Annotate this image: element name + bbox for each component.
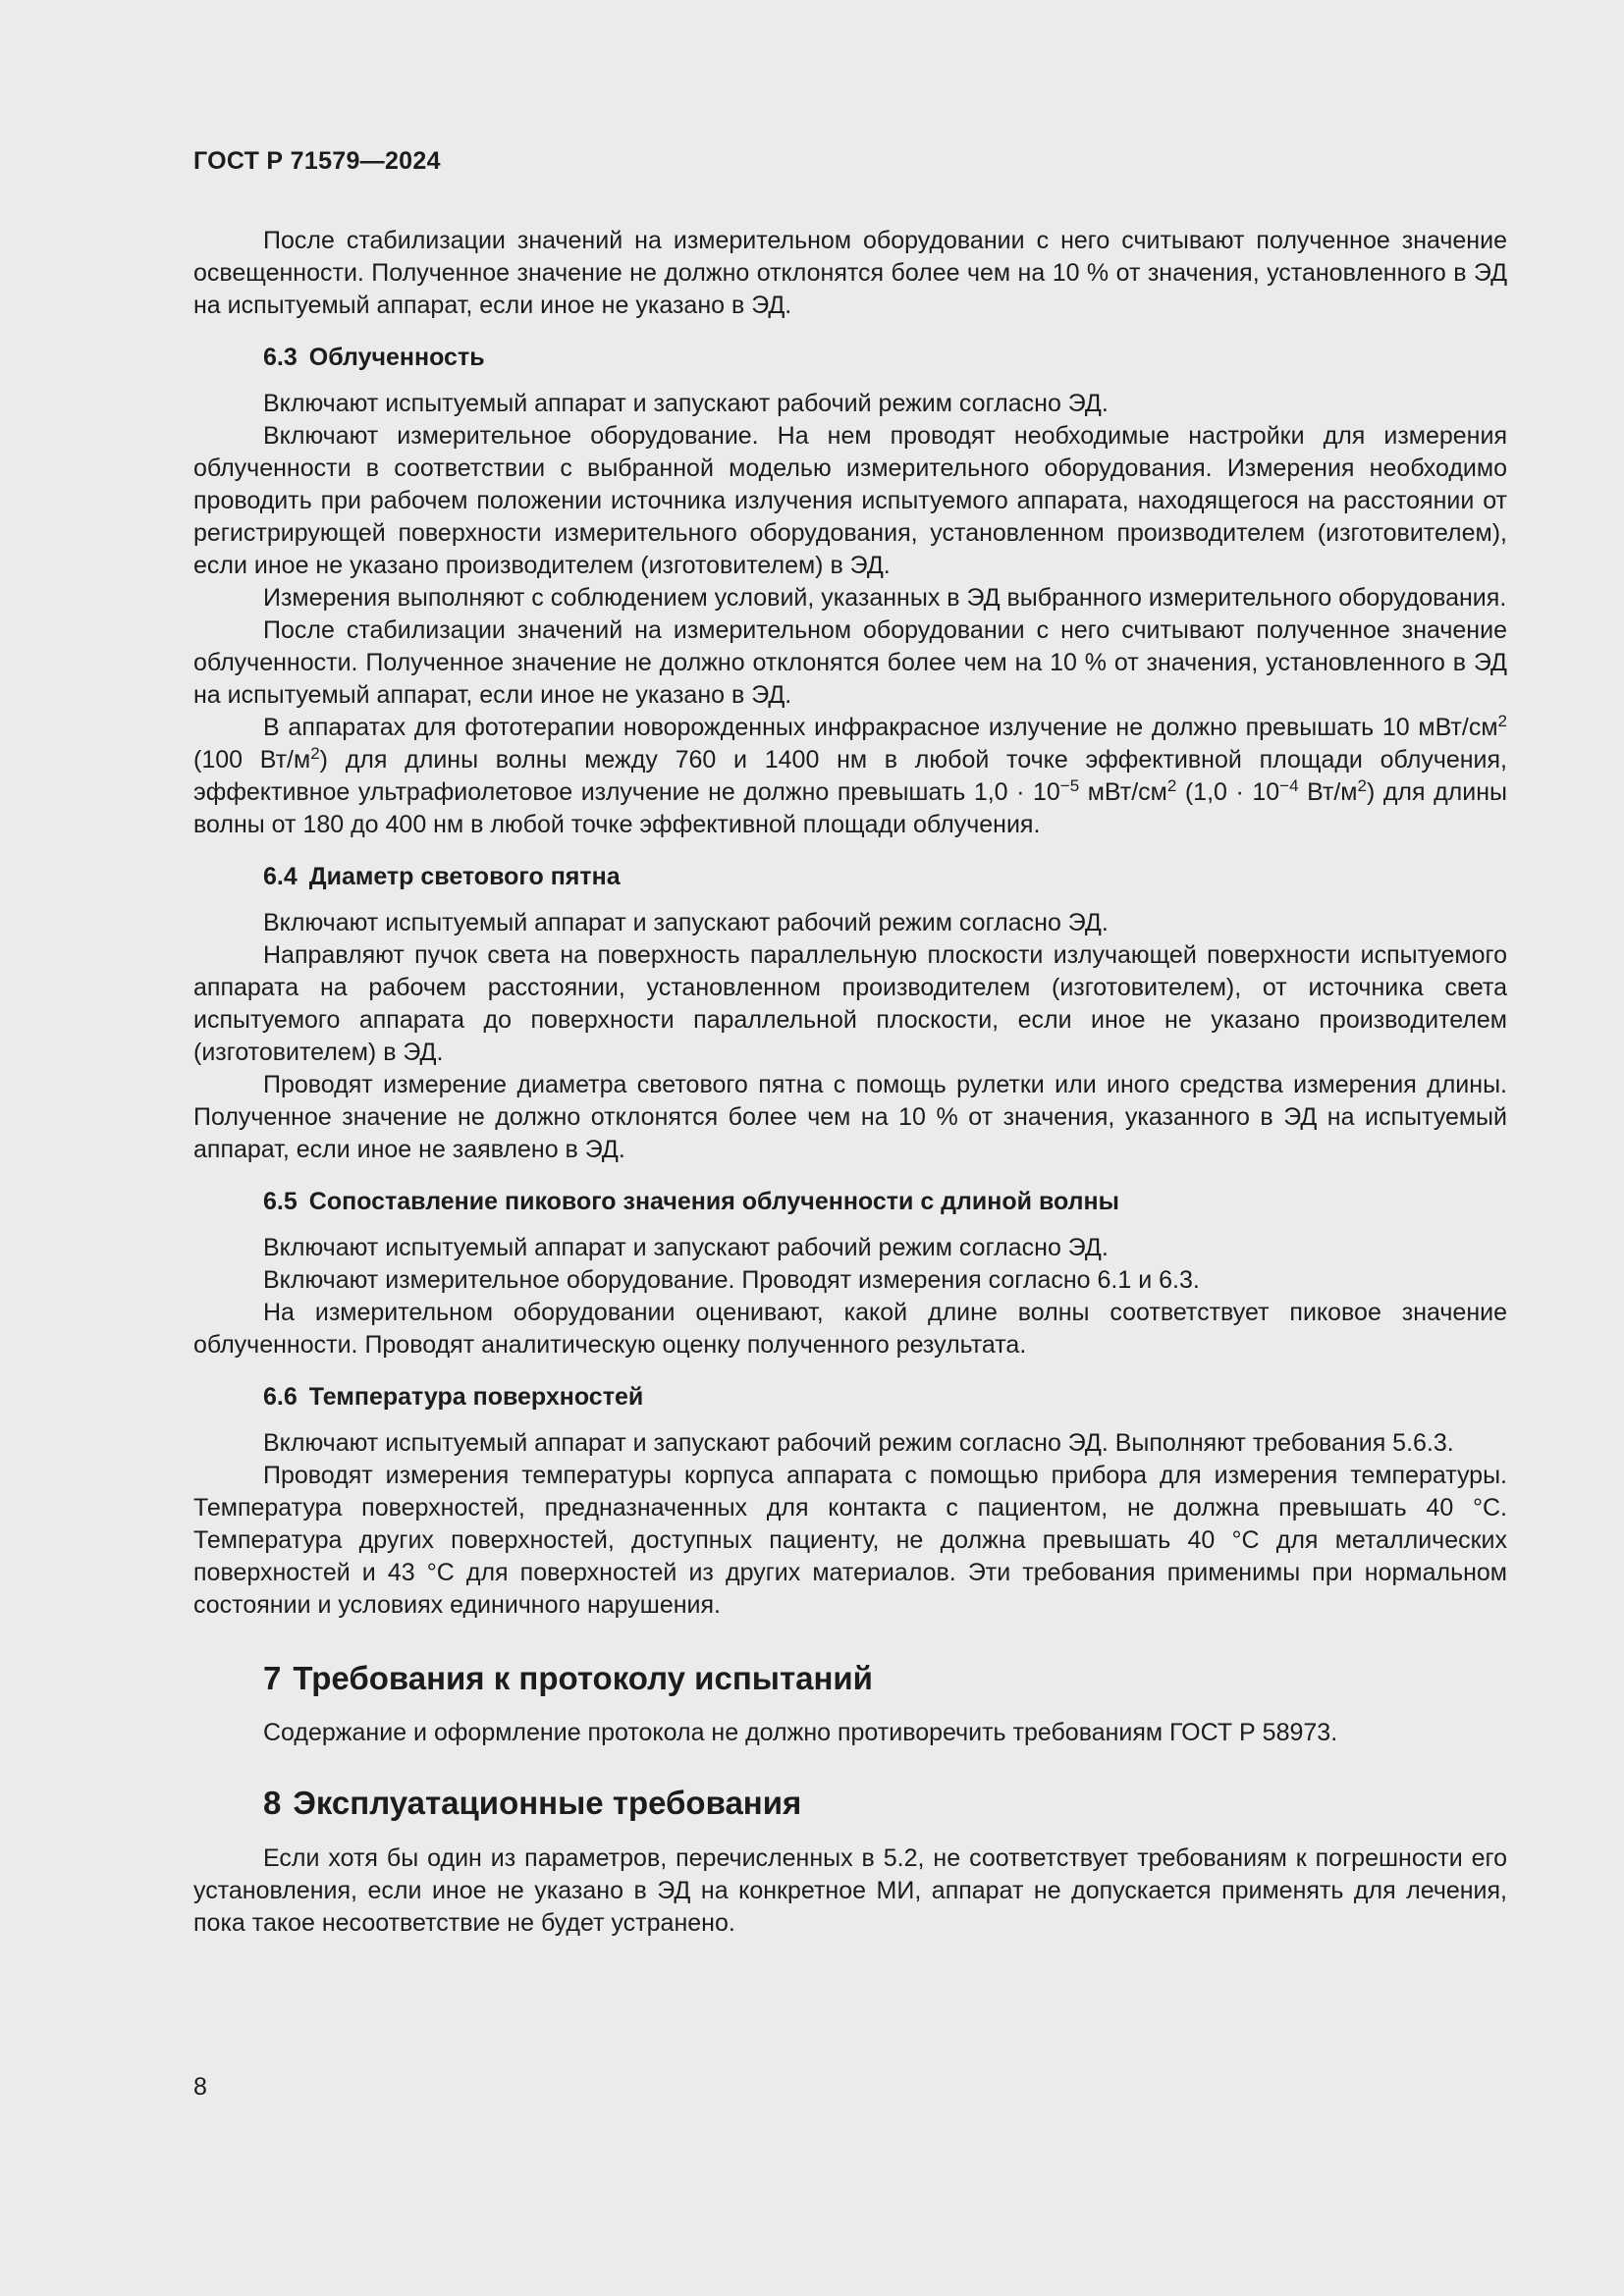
paragraph: После стабилизации значений на измерительном оборудовании с него считывают полученное значение освещенности. Полученное значение не должно отклонятся более чем на 10 % от значения, установленного в ЭД на испытуемый аппарат, если иное не указано в ЭД. [193,227,1507,319]
paragraph-irradiance-limits: В аппаратах для фототерапии новорожденных инфракрасное излучение не должно превышать 10 мВт/$см^2$ (100 $Вт/м^2$) для длины волны между 760 и 1400 нм в любой точке эффективной площади облучения, эффективное ультрафиолетовое излучение не должно превышать $1,0 \cdot 10^{-5}$ мВт/$см^2$ ($1,0 \cdot 10^{-4}$ $Вт/м^2$) для длины волны от 180 до 400 нм в любой точке эффективной площади облучения. [193,712,1507,838]
paragraph: Если хотя бы один из параметров, перечисленных в 5.2, не соответствует требованиям к погрешности его установления, если иное не указано в ЭД на конкретное МИ, аппарат не допускается применять для лечения, пока такое несоответствие не будет устранено. [193,1844,1507,1937]
section-heading-8 [193,1784,1507,1823]
section-heading-6-4 [193,861,1507,893]
paragraph: Включают испытуемый аппарат и запускают рабочий режим согласно ЭД. [263,390,1109,417]
section-title: Температура поверхностей [308,1383,644,1411]
paragraph: Проводят измерение диаметра светового пятна с помощь рулетки или иного средства измерения длины. Полученное значение не должно отклонятся более чем на 10 % от значения, указанного в ЭД на испытуемый аппарат, если иное не заявлено в ЭД. [193,1071,1507,1163]
paragraph: Направляют пучок света на поверхность параллельную плоскости излучающей поверхности испытуемого аппарата на рабочем расстоянии, установленном производителем (изготовителем), от источника света испытуемого аппарата до поверхности параллельной плоскости, если иное не указано производителем (изготовителем) в ЭД. [193,941,1507,1066]
section-heading-6-5 [193,1186,1507,1218]
section-title: Требования к протоколу испытаний [293,1660,873,1696]
section-number: 6.5 [263,1188,298,1215]
paragraph: Включают измерительное оборудование. На нем проводят необходимые настройки для измерения облученности в соответствии с выбранной моделью измерительного оборудования. Измерения необходимо проводить при рабочем положении источника излучения испытуемого аппарата, находящегося на расстоянии от регистрирующей поверхности измерительного оборудования, установленном производителем (изготовителем), если иное не указано производителем (изготовителем) в ЭД. [193,422,1507,579]
paragraph: Включают испытуемый аппарат и запускают рабочий режим согласно ЭД. [263,1234,1109,1261]
section-title: Облученность [308,344,485,371]
paragraph: На измерительном оборудовании оценивают, какой длине волны соответствует пиковое значение облученности. Проводят аналитическую оценку полученного результата. [193,1299,1507,1359]
page-content [193,225,1507,1940]
section-number: 6.3 [263,344,298,371]
paragraph: Включают испытуемый аппарат и запускают рабочий режим согласно ЭД. [263,909,1109,936]
paragraph: После стабилизации значений на измерительном оборудовании с него считывают полученное значение облученности. Полученное значение не должно отклонятся более чем на 10 % от значения, установленного в ЭД на испытуемый аппарат, если иное не указано в ЭД. [193,616,1507,709]
paragraph: Включают испытуемый аппарат и запускают рабочий режим согласно ЭД. Выполняют требования 5.6.3. [263,1429,1454,1457]
paragraph: Содержание и оформление протокола не должно противоречить требованиям ГОСТ Р 58973. [263,1719,1338,1746]
paragraph: Включают измерительное оборудование. Проводят измерения согласно 6.1 и 6.3. [263,1266,1200,1294]
section-heading-6-6 [193,1381,1507,1414]
section-heading-6-3 [193,342,1507,374]
section-number: 6.6 [263,1383,298,1411]
document-code: ГОСТ Р 71579—2024 [193,147,441,175]
section-number: 8 [263,1785,282,1821]
section-number: 6.4 [263,863,298,890]
paragraph: Измерения выполняют с соблюдением условий, указанных в ЭД выбранного измерительного оборудования. [263,584,1507,612]
section-heading-7 [193,1659,1507,1698]
section-title: Эксплуатационные требования [293,1785,802,1821]
section-title: Сопоставление пикового значения облученности с длиной волны [308,1188,1119,1215]
page-number: 8 [193,2073,207,2101]
section-title: Диаметр светового пятна [308,863,621,890]
section-number: 7 [263,1660,282,1696]
paragraph: Проводят измерения температуры корпуса аппарата с помощью прибора для измерения температуры. Температура поверхностей, предназначенных для контакта с пациентом, не должна превышать 40 °С. Температура других поверхностей, доступных пациенту, не должна превышать 40 °С для металлических поверхностей и 43 °С для поверхностей из других материалов. Эти требования применимы при нормальном состоянии и условиях единичного нарушения. [193,1462,1507,1619]
